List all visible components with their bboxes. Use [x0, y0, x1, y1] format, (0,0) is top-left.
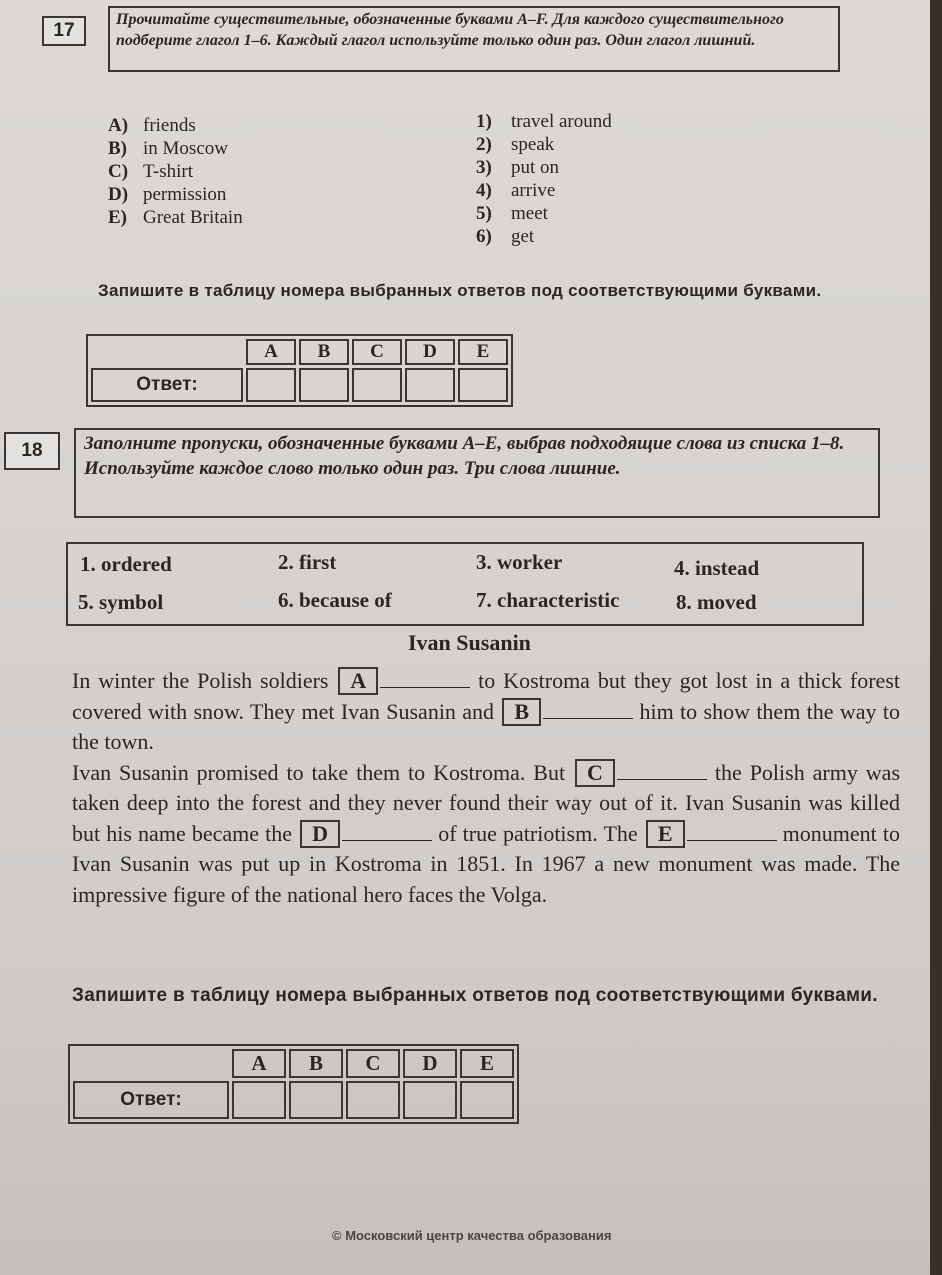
table-corner	[73, 1049, 229, 1078]
answer-label: Ответ:	[73, 1081, 229, 1119]
column-letter: B	[299, 339, 349, 365]
story-text: In winter the Polish soldiers A to Kostroma but they got lost in a thick forest covered with snow. They met Ivan Susanin and B him to show them the way to the town. Ivan Susanin promised to take them to Kostroma. But C the Polish army was taken deep into the forest and they never found their way out of it. Ivan Susanin was killed but his name became the D of true patriotism. The E monument to Ivan Susanin was put up in Kostroma in 1851. In 1967 a new monument was made. The impressive figure of the national hero faces the Volga.	[72, 668, 901, 907]
verb-item: 5) meet	[476, 203, 548, 224]
task-18-answer-table	[68, 1044, 519, 1124]
task-17-instruction: Прочитайте существительные, обозначенные буквами A–F. Для каждого существительного подберите глагол 1–6. Каждый глагол используйте только один раз. Один глагол лишний.	[108, 6, 840, 72]
answer-cell-c[interactable]	[346, 1081, 400, 1119]
answer-cell-e[interactable]	[458, 368, 508, 402]
answer-label: Ответ:	[91, 368, 243, 402]
gap-d: D	[300, 820, 340, 848]
answer-cell-a[interactable]	[232, 1081, 286, 1119]
answer-cell-b[interactable]	[299, 368, 349, 402]
word-option: 6. because of	[278, 588, 392, 612]
gap-e: E	[646, 820, 685, 848]
word-option: 3. worker	[476, 550, 563, 574]
answer-cell-d[interactable]	[403, 1081, 457, 1119]
story-title: Ivan Susanin	[408, 630, 531, 655]
answer-cell-c[interactable]	[352, 368, 402, 402]
verb-item: 1) travel around	[476, 111, 612, 132]
gap-line[interactable]	[617, 761, 707, 780]
task-17-verbs	[476, 110, 612, 248]
gap-a: A	[338, 667, 378, 695]
column-letter: A	[246, 339, 296, 365]
column-letter: D	[405, 339, 455, 365]
column-letter: D	[403, 1049, 457, 1078]
gap-c: C	[575, 759, 615, 787]
task-18-instruction: Заполните пропуски, обозначенные буквами A–E, выбрав подходящие слова из списка 1–8. Используйте каждое слово только один раз. Три слова лишние.	[74, 428, 880, 518]
word-option: 4. instead	[674, 556, 760, 580]
noun-item: C) T-shirt	[108, 161, 193, 182]
column-letter: A	[232, 1049, 286, 1078]
verb-item: 2) speak	[476, 134, 555, 155]
task-17-number: 17	[42, 16, 86, 46]
column-letter: E	[458, 339, 508, 365]
noun-item: B) in Moscow	[108, 138, 228, 159]
answer-cell-b[interactable]	[289, 1081, 343, 1119]
task-18-number: 18	[4, 432, 60, 470]
answer-cell-d[interactable]	[405, 368, 455, 402]
task-17-nouns	[108, 114, 243, 229]
column-letter: E	[460, 1049, 514, 1078]
gap-b: B	[502, 698, 541, 726]
noun-item: D) permission	[108, 184, 227, 205]
gap-line[interactable]	[342, 822, 432, 841]
copyright-footer: © Московский центр качества образования	[332, 1228, 612, 1243]
verb-item: 4) arrive	[476, 180, 556, 201]
task-17-answer-table	[86, 334, 513, 407]
word-option: 5. symbol	[78, 590, 164, 614]
gap-line[interactable]	[543, 700, 633, 719]
gap-line[interactable]	[687, 822, 777, 841]
column-letter: C	[352, 339, 402, 365]
verb-item: 6) get	[476, 226, 535, 247]
noun-item: E) Great Britain	[108, 207, 243, 228]
word-option: 1. ordered	[80, 552, 172, 576]
table-corner	[91, 339, 243, 365]
task-18-word-list	[66, 542, 864, 626]
word-option: 8. moved	[676, 590, 757, 614]
column-letter: C	[346, 1049, 400, 1078]
answer-cell-a[interactable]	[246, 368, 296, 402]
task-17-write-instruction: Запишите в таблицу номера выбранных ответов под соответствующими буквами.	[98, 281, 822, 300]
column-letter: B	[289, 1049, 343, 1078]
verb-item: 3) put on	[476, 157, 560, 178]
word-option: 2. first	[278, 550, 337, 574]
word-option: 7. characteristic	[476, 588, 620, 612]
answer-cell-e[interactable]	[460, 1081, 514, 1119]
gap-line[interactable]	[380, 669, 470, 688]
noun-item: A) friends	[108, 115, 196, 136]
task-18-write-instruction: Запишите в таблицу номера выбранных ответов под соответствующими буквами.	[72, 985, 878, 1006]
